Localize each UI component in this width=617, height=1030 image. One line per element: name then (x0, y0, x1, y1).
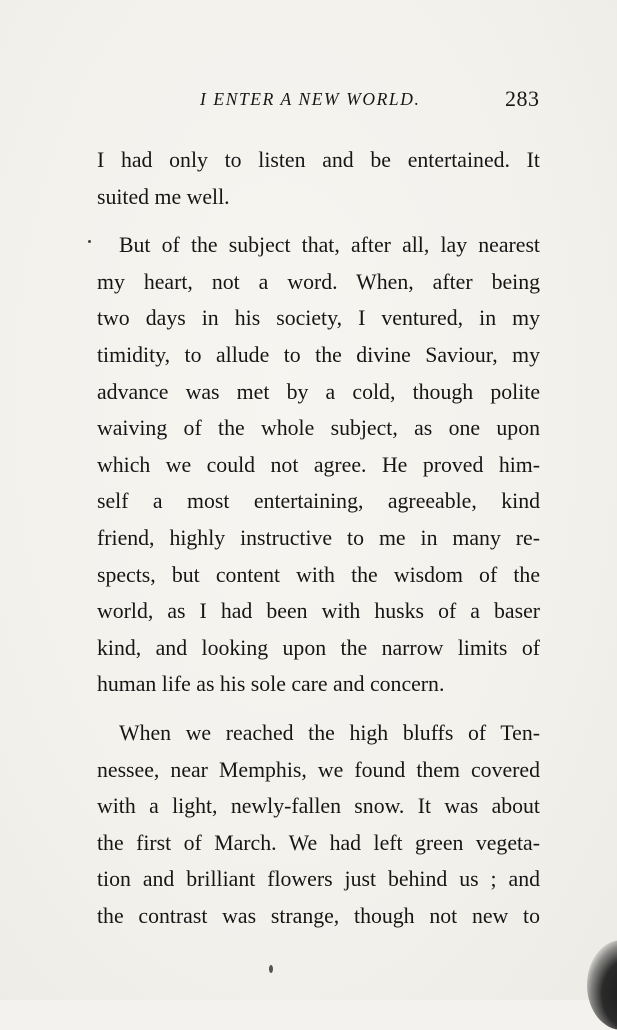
text-line: human life as his sole care and concern. (97, 672, 445, 697)
text-line: my heart, not a word. When, after being (97, 269, 540, 294)
text-line: When we reached the high bluffs of Ten- (119, 720, 540, 745)
paragraph (97, 142, 540, 215)
paragraph (97, 715, 540, 935)
running-head (0, 86, 617, 116)
text-line: I had only to listen and be entertained. It (97, 148, 540, 172)
text-line: two days in his society, I ventured, in my (97, 306, 540, 331)
text-line: advance was met by a cold, though polite (97, 379, 540, 404)
text-line: world, as I had been with husks of a baser (97, 599, 540, 624)
paragraph (97, 227, 540, 703)
page-number: 283 (505, 86, 540, 111)
text-line: the contrast was strange, though not new to (97, 903, 540, 928)
ink-speck (88, 240, 91, 243)
text-line: suited me well. (97, 184, 230, 209)
text-line: tion and brilliant flowers just behind us ; and (97, 867, 540, 892)
text-line: timidity, to allude to the divine Saviour, my (97, 342, 540, 367)
body-text (97, 142, 540, 934)
text-line: the first of March. We had left green vegeta- (97, 830, 540, 855)
text-line: friend, highly instructive to me in many re- (97, 525, 540, 550)
text-line: nessee, near Memphis, we found them covered (97, 757, 540, 782)
text-line: But of the subject that, after all, lay nearest (119, 233, 540, 258)
text-line: kind, and looking upon the narrow limits of (97, 635, 540, 660)
ink-mark (269, 965, 273, 973)
paragraph-gap (97, 703, 540, 715)
paragraph-gap (97, 215, 540, 227)
scan-shadow (587, 940, 617, 1030)
running-title: I ENTER A NEW WORLD. (200, 89, 421, 109)
text-line: which we could not agree. He proved him- (97, 452, 540, 477)
text-line: waiving of the whole subject, as one upon (97, 416, 540, 441)
text-line: self a most entertaining, agreeable, kind (97, 489, 540, 514)
text-line: spects, but content with the wisdom of the (97, 562, 540, 587)
text-line: with a light, newly-fallen snow. It was about (97, 794, 540, 819)
